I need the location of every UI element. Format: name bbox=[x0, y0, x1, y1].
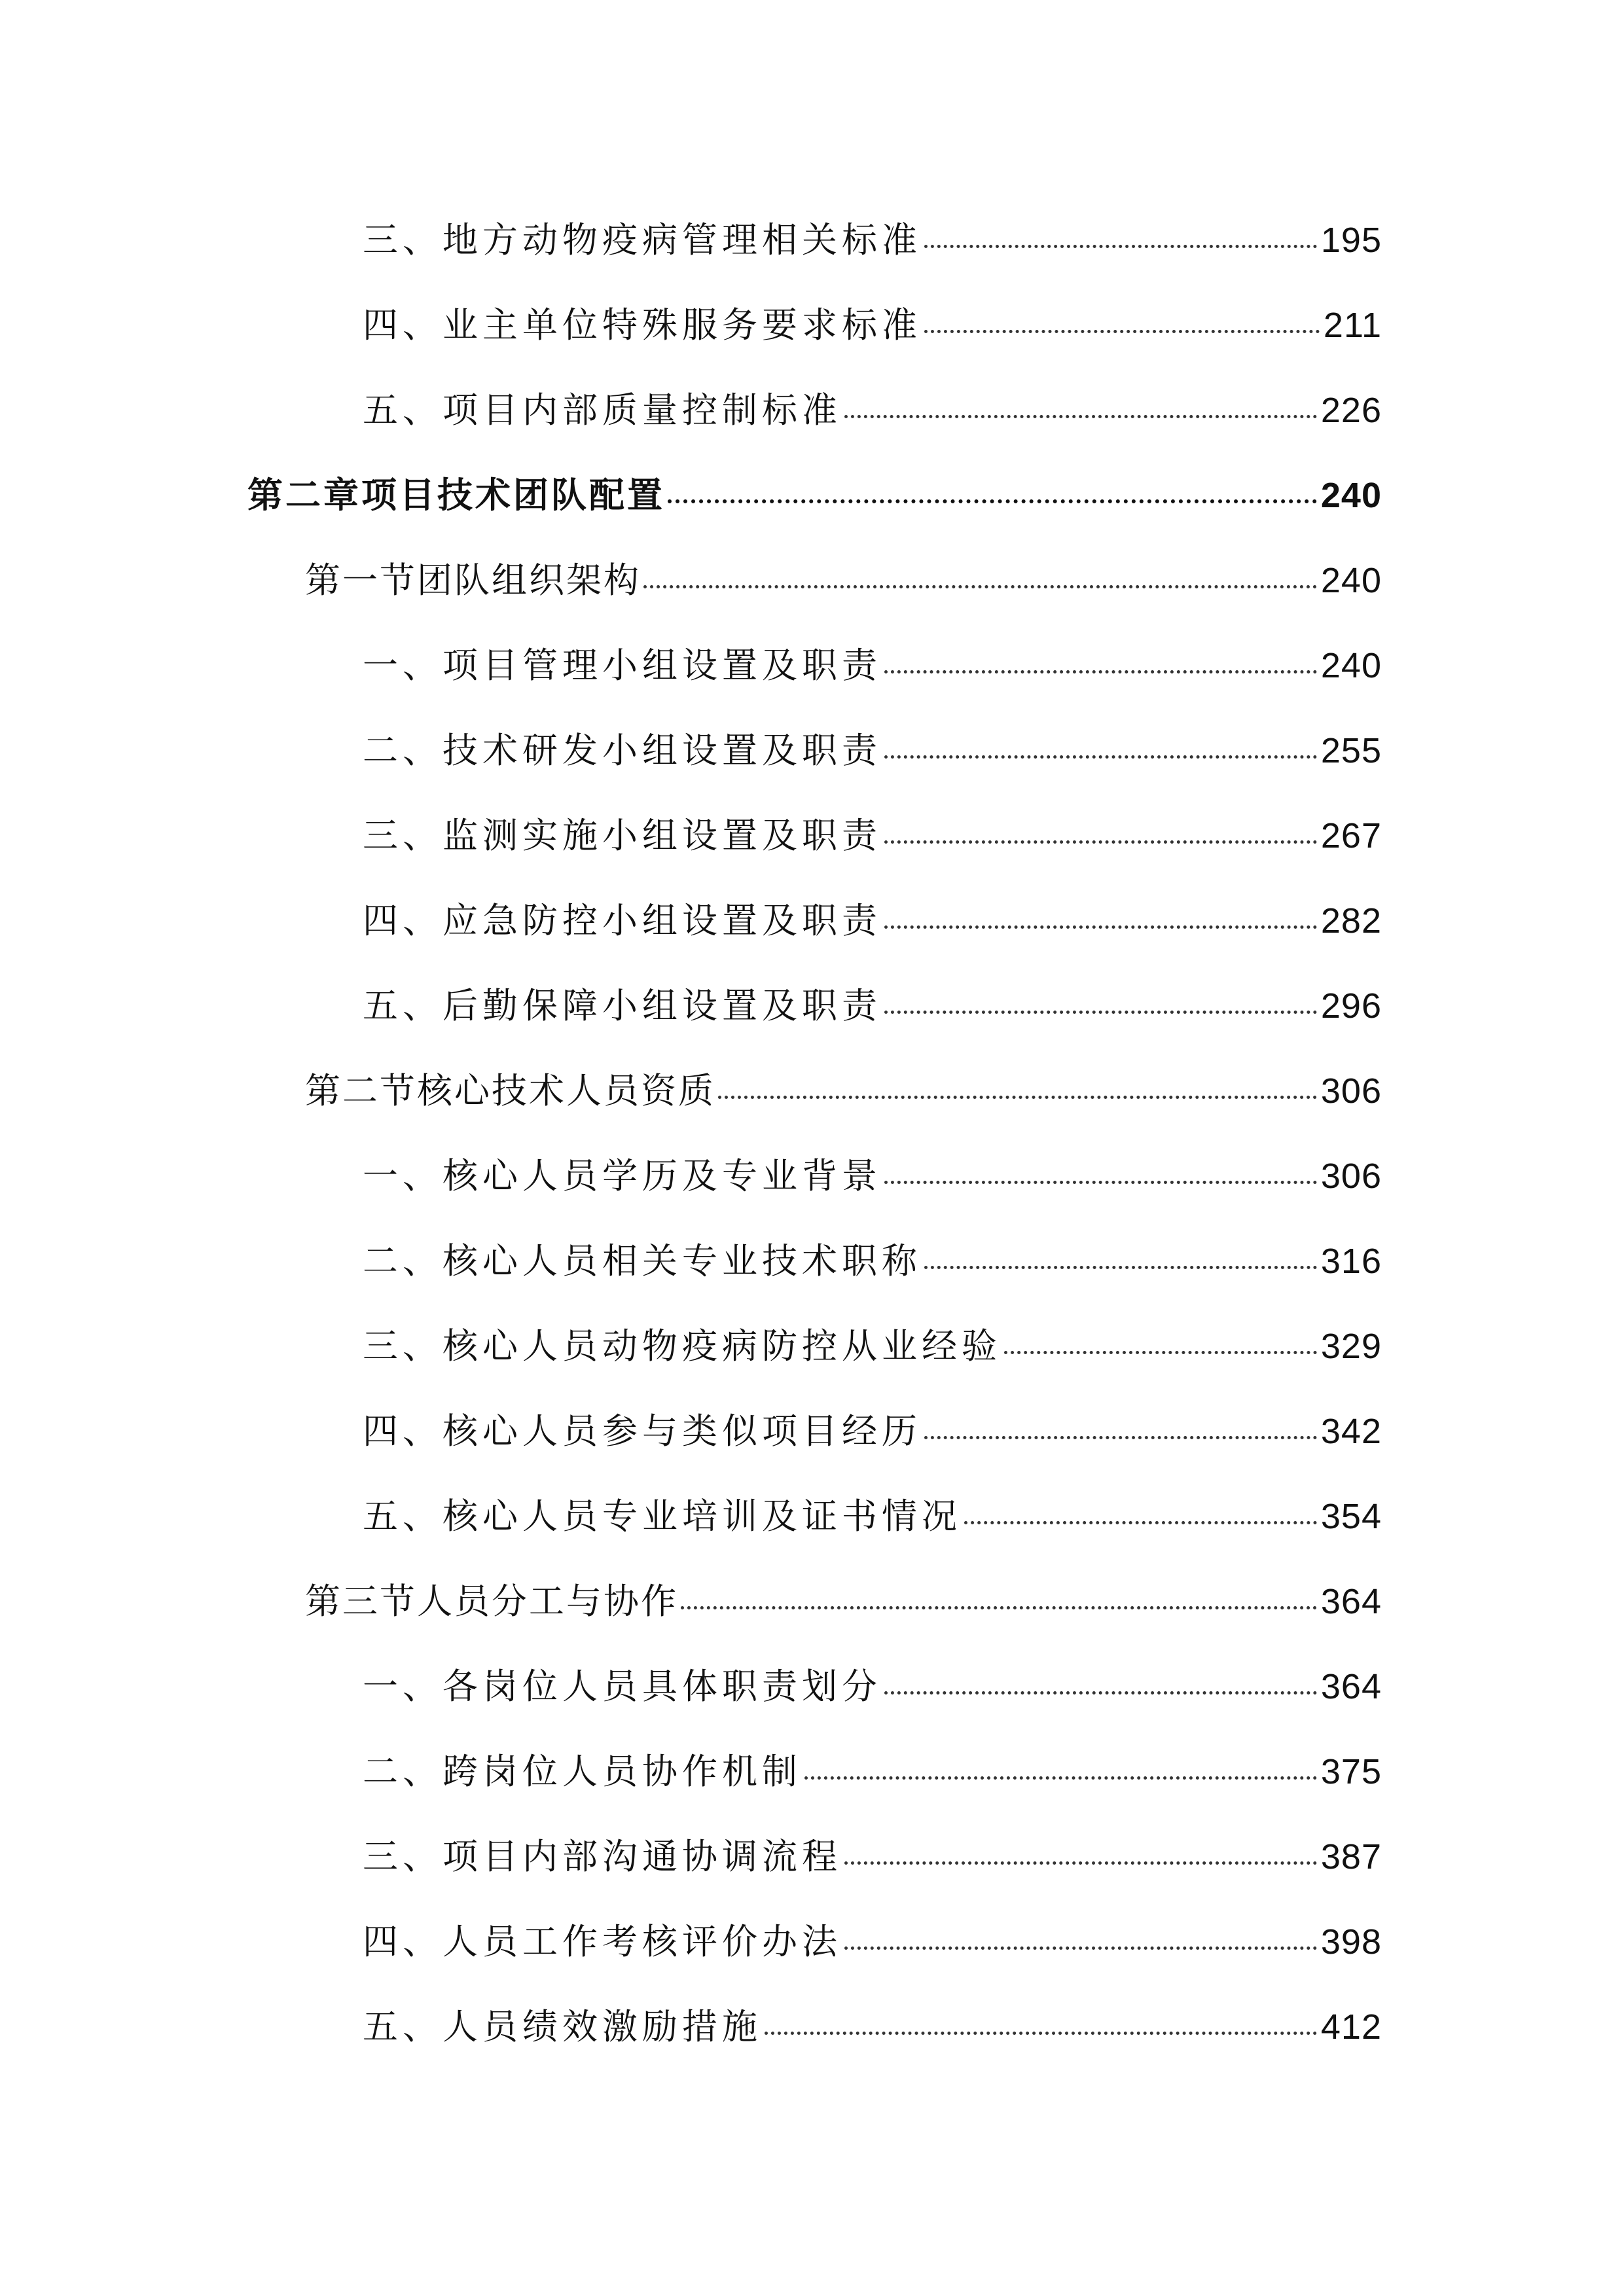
toc-entry-standard-owner-requirements[interactable] bbox=[363, 302, 1382, 348]
toc-page-number: 282 bbox=[1320, 901, 1382, 941]
toc-dot-leader bbox=[844, 415, 1317, 418]
toc-page-number: 306 bbox=[1320, 1071, 1382, 1111]
toc-entry-communication-process[interactable] bbox=[363, 1834, 1382, 1880]
toc-dot-leader bbox=[668, 499, 1317, 503]
toc-entry-title: 三、项目内部沟通协调流程 bbox=[363, 1836, 842, 1877]
toc-entry-title: 三、地方动物疫病管理相关标准 bbox=[363, 219, 922, 260]
toc-entry-performance-evaluation[interactable] bbox=[363, 1919, 1382, 1965]
toc-page-number: 240 bbox=[1320, 476, 1382, 515]
toc-entry-title: 第二章项目技术团队配置 bbox=[247, 475, 665, 516]
toc-dot-leader bbox=[884, 755, 1317, 759]
toc-entry-title: 四、人员工作考核评价办法 bbox=[363, 1921, 842, 1962]
toc-page-number: 195 bbox=[1320, 221, 1382, 260]
toc-page-number: 296 bbox=[1320, 986, 1382, 1026]
toc-page-number: 267 bbox=[1320, 816, 1382, 855]
toc-entry-similar-projects[interactable] bbox=[363, 1408, 1382, 1454]
toc-entry-title: 二、技术研发小组设置及职责 bbox=[363, 730, 882, 771]
toc-dot-leader bbox=[718, 1096, 1317, 1099]
toc-entry-title: 二、核心人员相关专业技术职称 bbox=[363, 1240, 922, 1282]
toc-dot-leader bbox=[1004, 1351, 1317, 1354]
toc-entry-title: 四、应急防控小组设置及职责 bbox=[363, 900, 882, 941]
toc-dot-leader bbox=[924, 245, 1317, 248]
toc-entry-standard-internal-quality[interactable] bbox=[363, 387, 1382, 433]
toc-dot-leader bbox=[844, 1861, 1317, 1865]
toc-dot-leader bbox=[844, 1946, 1317, 1950]
toc-page-number: 364 bbox=[1320, 1667, 1382, 1706]
toc-page-number: 306 bbox=[1320, 1157, 1382, 1196]
toc-dot-leader bbox=[765, 2032, 1317, 2035]
toc-dot-leader bbox=[964, 1521, 1317, 1524]
toc-page-number: 398 bbox=[1320, 1922, 1382, 1962]
toc-entry-training-certificates[interactable] bbox=[363, 1494, 1382, 1539]
toc-entry-chapter-2[interactable] bbox=[247, 473, 1382, 518]
toc-entry-section-1[interactable] bbox=[305, 558, 1382, 603]
toc-dot-leader bbox=[884, 925, 1317, 929]
toc-entry-section-2[interactable] bbox=[305, 1068, 1382, 1114]
toc-page-number: 240 bbox=[1320, 646, 1382, 685]
toc-dot-leader bbox=[924, 1266, 1317, 1269]
toc-entry-section-3[interactable] bbox=[305, 1579, 1382, 1624]
toc-entry-project-management-group[interactable] bbox=[363, 643, 1382, 689]
toc-entry-title: 一、项目管理小组设置及职责 bbox=[363, 645, 882, 686]
toc-page-number: 412 bbox=[1320, 2007, 1382, 2047]
toc-page-number: 240 bbox=[1320, 561, 1382, 600]
toc-entry-title: 三、核心人员动物疫病防控从业经验 bbox=[363, 1325, 1001, 1367]
toc-entry-standard-local-epidemic[interactable] bbox=[363, 217, 1382, 263]
toc-dot-leader bbox=[924, 1436, 1317, 1439]
toc-page-number: 226 bbox=[1320, 391, 1382, 430]
toc-dot-leader bbox=[884, 670, 1317, 673]
toc-entry-monitoring-group[interactable] bbox=[363, 813, 1382, 859]
toc-page-number: 342 bbox=[1320, 1412, 1382, 1451]
toc-entry-title: 一、各岗位人员具体职责划分 bbox=[363, 1666, 882, 1707]
toc-entry-title: 第一节团队组织架构 bbox=[305, 560, 641, 601]
toc-page-number: 329 bbox=[1320, 1327, 1382, 1366]
toc-dot-leader bbox=[804, 1776, 1317, 1780]
toc-dot-leader bbox=[681, 1606, 1317, 1609]
toc-entry-duty-division[interactable] bbox=[363, 1664, 1382, 1710]
toc-entry-logistics-group[interactable] bbox=[363, 983, 1382, 1029]
toc-entry-title: 五、人员绩效激励措施 bbox=[363, 2006, 762, 2047]
toc-page-number: 375 bbox=[1320, 1752, 1382, 1791]
toc-entry-title: 第二节核心技术人员资质 bbox=[305, 1070, 715, 1111]
toc-page-number: 211 bbox=[1323, 306, 1382, 345]
toc-entry-incentive-measures[interactable] bbox=[363, 2004, 1382, 2050]
toc-entry-title: 二、跨岗位人员协作机制 bbox=[363, 1751, 802, 1792]
toc-entry-title: 三、监测实施小组设置及职责 bbox=[363, 815, 882, 856]
toc-entry-title: 五、核心人员专业培训及证书情况 bbox=[363, 1496, 962, 1537]
toc-entry-rnd-group[interactable] bbox=[363, 728, 1382, 774]
toc-dot-leader bbox=[884, 1691, 1317, 1695]
toc-entry-practice-experience[interactable] bbox=[363, 1323, 1382, 1369]
toc-dot-leader bbox=[884, 1181, 1317, 1184]
toc-dot-leader bbox=[884, 840, 1317, 844]
toc-entry-title: 第三节人员分工与协作 bbox=[305, 1581, 678, 1622]
toc-entry-technical-titles[interactable] bbox=[363, 1238, 1382, 1284]
toc-page-number: 387 bbox=[1320, 1837, 1382, 1876]
toc-dot-leader bbox=[884, 1011, 1317, 1014]
toc-entry-title: 四、核心人员参与类似项目经历 bbox=[363, 1410, 922, 1452]
toc-entry-title: 四、业主单位特殊服务要求标准 bbox=[363, 304, 922, 346]
toc-page-number: 316 bbox=[1320, 1242, 1382, 1281]
toc-page-number: 354 bbox=[1320, 1497, 1382, 1536]
toc-entry-title: 五、项目内部质量控制标准 bbox=[363, 389, 842, 431]
toc-entry-emergency-group[interactable] bbox=[363, 898, 1382, 944]
toc-dot-leader bbox=[924, 330, 1320, 333]
toc-page-number: 255 bbox=[1320, 731, 1382, 770]
toc-dot-leader bbox=[643, 585, 1317, 588]
toc-entry-collaboration-mechanism[interactable] bbox=[363, 1749, 1382, 1795]
toc-entry-education-background[interactable] bbox=[363, 1153, 1382, 1199]
toc-entry-title: 一、核心人员学历及专业背景 bbox=[363, 1155, 882, 1196]
toc-entry-title: 五、后勤保障小组设置及职责 bbox=[363, 985, 882, 1026]
toc-page-number: 364 bbox=[1320, 1582, 1382, 1621]
